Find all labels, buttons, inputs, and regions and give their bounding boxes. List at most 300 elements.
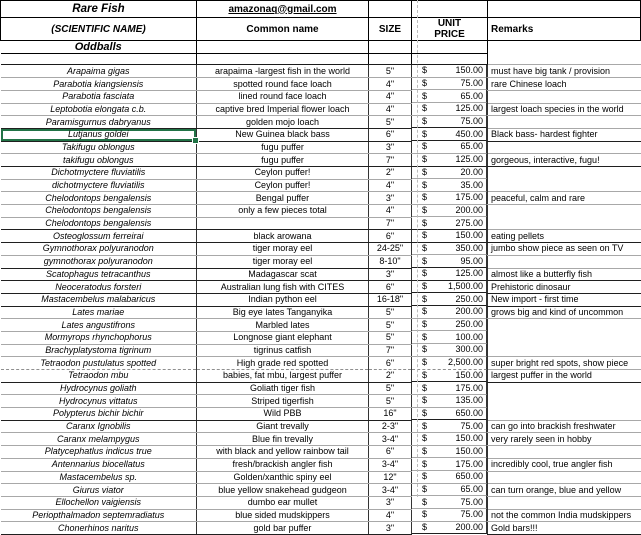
unit-price-cell[interactable]: [412, 293, 487, 306]
remarks-cell[interactable]: incredibly cool, true angler fish: [488, 458, 641, 471]
remarks-cell[interactable]: [488, 205, 641, 218]
remarks-cell[interactable]: [488, 179, 641, 192]
unit-price-cell[interactable]: [412, 408, 487, 421]
size-cell[interactable]: 5": [369, 395, 412, 408]
scientific-name-cell[interactable]: gymnothorax polyuranodon: [1, 255, 197, 268]
scientific-name-cell[interactable]: Parabotia kiangsiensis: [1, 78, 197, 91]
remarks-cell[interactable]: grows big and kind of uncommon: [488, 306, 641, 319]
scientific-name-cell[interactable]: Scatophagus tetracanthus: [1, 268, 197, 281]
currency-symbol: $: [422, 458, 428, 469]
size-cell[interactable]: 3": [369, 496, 412, 509]
unit-price-header-cell[interactable]: [412, 18, 488, 41]
empty-cell[interactable]: [488, 54, 641, 65]
scientific-name-cell[interactable]: Mormyrops rhynchophorus: [1, 331, 197, 344]
size-cell[interactable]: 5": [369, 306, 412, 319]
scientific-name-cell[interactable]: Arapaima gigas: [1, 65, 197, 78]
scientific-name-cell[interactable]: Brachyplatystoma tigrinum: [1, 344, 197, 357]
scientific-name-cell[interactable]: Parabotia fasciata: [1, 90, 197, 103]
size-cell[interactable]: 5": [369, 65, 412, 78]
remarks-cell[interactable]: must have big tank / provision: [488, 65, 641, 78]
currency-symbol: $: [422, 192, 428, 203]
size-cell[interactable]: 6": [369, 357, 412, 370]
price-amount: 75.00: [460, 496, 483, 507]
remarks-cell[interactable]: eating pellets: [488, 230, 641, 243]
remarks-cell[interactable]: Gold bars!!!: [488, 522, 641, 535]
price-amount: 65.00: [460, 141, 483, 152]
remarks-cell[interactable]: [488, 344, 641, 357]
currency-symbol: $: [422, 103, 428, 114]
unit-price-cell[interactable]: [412, 116, 487, 129]
size-cell[interactable]: 12": [369, 471, 412, 484]
email-cell[interactable]: amazonaq@gmail.com: [197, 1, 369, 18]
remarks-cell[interactable]: gorgeous, interactive, fugu!: [488, 154, 641, 167]
empty-cell[interactable]: [1, 54, 197, 65]
currency-symbol: $: [422, 230, 428, 241]
remarks-header-cell[interactable]: Remarks: [488, 18, 641, 41]
currency-symbol: $: [422, 166, 428, 177]
remarks-cell[interactable]: [488, 141, 641, 154]
scientific-name-cell[interactable]: Mastacembelus malabaricus: [1, 293, 197, 306]
common-name-cell[interactable]: blue yellow snakehead gudgeon: [197, 484, 369, 497]
common-name-cell[interactable]: captive bred Imperial flower loach: [197, 103, 369, 116]
currency-symbol: $: [422, 128, 428, 139]
currency-symbol: $: [422, 471, 428, 482]
currency-symbol: $: [422, 65, 428, 76]
remarks-cell[interactable]: [488, 395, 641, 408]
price-amount: 135.00: [455, 395, 483, 406]
unit-price-cell[interactable]: [412, 268, 487, 281]
unit-price-cell[interactable]: [412, 331, 487, 344]
unit-price-header-line2: PRICE: [434, 29, 465, 40]
common-name-cell[interactable]: arapaima -largest fish in the world: [197, 65, 369, 78]
remarks-cell[interactable]: peaceful, calm and rare: [488, 192, 641, 205]
remarks-cell[interactable]: [488, 408, 641, 421]
unit-price-cell[interactable]: [412, 357, 487, 370]
unit-price-cell[interactable]: [412, 167, 487, 180]
table-row: [1, 255, 641, 268]
empty-cell[interactable]: [197, 54, 369, 65]
remarks-cell[interactable]: very rarely seen in hobby: [488, 433, 641, 446]
currency-symbol: $: [422, 268, 428, 279]
scientific-name-cell[interactable]: Chelodontops bengalensis: [1, 192, 197, 205]
scientific-name-cell[interactable]: Tetraodon mbu: [1, 370, 197, 383]
common-name-cell[interactable]: Madagascar scat: [197, 268, 369, 281]
unit-price-cell[interactable]: [412, 496, 487, 509]
price-amount: 20.00: [460, 166, 483, 177]
price-amount: 175.00: [455, 458, 483, 469]
unit-price-cell[interactable]: [412, 217, 487, 230]
currency-symbol: $: [422, 281, 428, 292]
currency-symbol: $: [422, 154, 428, 165]
size-cell[interactable]: 6": [369, 281, 412, 294]
table-row: [1, 141, 641, 154]
common-name-cell[interactable]: Ceylon puffer!: [197, 179, 369, 192]
empty-cell[interactable]: [412, 1, 488, 18]
unit-price-cell[interactable]: [412, 154, 487, 167]
currency-symbol: $: [422, 255, 428, 266]
selected-cell[interactable]: Lutjanus goldei: [1, 128, 197, 141]
remarks-cell[interactable]: can go into brackish freshwater: [488, 420, 641, 433]
scientific-name-header-cell[interactable]: (SCIENTIFIC NAME): [1, 18, 197, 41]
common-name-cell[interactable]: gold bar puffer: [197, 522, 369, 535]
remarks-cell[interactable]: [488, 319, 641, 332]
scientific-name-cell[interactable]: Takifugu oblongus: [1, 141, 197, 154]
table-row: [1, 154, 641, 167]
unit-price-cell[interactable]: [412, 78, 487, 91]
currency-symbol: $: [422, 179, 428, 190]
price-amount: 350.00: [455, 242, 483, 253]
scientific-name-cell[interactable]: Caranx melampygus: [1, 433, 197, 446]
scientific-name-cell[interactable]: Dichotmyctere fluviatilis: [1, 167, 197, 180]
remarks-cell[interactable]: New import - first time: [488, 293, 641, 306]
common-name-cell[interactable]: Marbled lates: [197, 319, 369, 332]
remarks-cell[interactable]: [488, 471, 641, 484]
section-row: [1, 41, 641, 54]
price-amount: 125.00: [455, 268, 483, 279]
unit-price-cell[interactable]: [412, 306, 487, 319]
common-name-cell[interactable]: Longnose giant elephant: [197, 331, 369, 344]
fill-handle[interactable]: [192, 137, 199, 144]
size-cell[interactable]: 5": [369, 382, 412, 395]
scientific-name-cell[interactable]: Chelodontops bengalensis: [1, 205, 197, 218]
remarks-cell[interactable]: [488, 217, 641, 230]
scientific-name-cell[interactable]: Osteoglossum ferreirai: [1, 230, 197, 243]
table-row: [1, 306, 641, 319]
remarks-cell[interactable]: can turn orange, blue and yellow: [488, 484, 641, 497]
currency-symbol: $: [422, 484, 428, 495]
scientific-name-cell[interactable]: Neoceratodus forsteri: [1, 281, 197, 294]
scientific-name-cell[interactable]: Leptobotia elongata c.b.: [1, 103, 197, 116]
currency-symbol: $: [422, 407, 428, 418]
title-row: [1, 1, 641, 18]
common-name-cell[interactable]: lined round face loach: [197, 90, 369, 103]
size-cell[interactable]: 8-10": [369, 255, 412, 268]
common-name-cell[interactable]: Australian lung fish with CITES: [197, 281, 369, 294]
empty-cell[interactable]: [488, 1, 641, 18]
data-rows: [1, 65, 641, 535]
size-cell[interactable]: 5": [369, 116, 412, 129]
scientific-name-cell[interactable]: Polypterus bichir bichir: [1, 408, 197, 421]
table-row: [1, 509, 641, 522]
common-name-cell[interactable]: only a few pieces total: [197, 205, 369, 218]
price-amount: 75.00: [460, 116, 483, 127]
spacer-row: [1, 54, 641, 65]
size-header-cell[interactable]: SIZE: [369, 18, 412, 41]
table-row: [1, 395, 641, 408]
empty-cell[interactable]: [369, 1, 412, 18]
table-row: [1, 268, 641, 281]
unit-price-cell[interactable]: [412, 90, 487, 103]
remarks-cell[interactable]: Prehistoric dinosaur: [488, 281, 641, 294]
unit-price-cell[interactable]: [412, 458, 487, 471]
common-name-cell[interactable]: fugu puffer: [197, 141, 369, 154]
unit-price-cell[interactable]: [412, 522, 487, 535]
remarks-cell[interactable]: [488, 167, 641, 180]
size-cell[interactable]: 7": [369, 344, 412, 357]
currency-symbol: $: [422, 306, 428, 317]
common-name-cell[interactable]: New Guinea black bass: [197, 128, 369, 141]
table-row: [1, 370, 641, 383]
unit-price-cell[interactable]: [412, 382, 487, 395]
size-cell[interactable]: 3-4": [369, 458, 412, 471]
unit-price-cell[interactable]: [412, 319, 487, 332]
price-amount: 250.00: [455, 319, 483, 330]
size-cell[interactable]: 2-3": [369, 420, 412, 433]
common-name-cell[interactable]: Goliath tiger fish: [197, 382, 369, 395]
size-cell[interactable]: 7": [369, 217, 412, 230]
size-cell[interactable]: 5": [369, 331, 412, 344]
price-amount: 95.00: [460, 255, 483, 266]
sheet-title-cell[interactable]: Rare Fish: [1, 1, 197, 18]
table-row: [1, 522, 641, 535]
unit-price-cell[interactable]: [412, 281, 487, 294]
unit-price-cell[interactable]: [412, 395, 487, 408]
common-name-cell[interactable]: Ceylon puffer!: [197, 167, 369, 180]
remarks-cell[interactable]: not the common India mudskippers: [488, 509, 641, 522]
empty-cell[interactable]: [197, 41, 369, 54]
unit-price-cell[interactable]: [412, 103, 487, 116]
currency-symbol: $: [422, 369, 428, 380]
remarks-cell[interactable]: jumbo show piece as seen on TV: [488, 243, 641, 256]
unit-price-cell[interactable]: [412, 141, 487, 154]
unit-price-cell[interactable]: [412, 230, 487, 243]
unit-price-cell[interactable]: [412, 433, 487, 446]
empty-cell[interactable]: [412, 41, 488, 54]
currency-symbol: $: [422, 357, 428, 368]
price-amount: 65.00: [460, 90, 483, 101]
table-row: [1, 243, 641, 256]
empty-cell[interactable]: [412, 54, 488, 65]
price-amount: 300.00: [455, 344, 483, 355]
common-name-cell[interactable]: Indian python eel: [197, 293, 369, 306]
remarks-cell[interactable]: super bright red spots, show piece: [488, 357, 641, 370]
price-amount: 100.00: [455, 331, 483, 342]
currency-symbol: $: [422, 331, 428, 342]
size-cell[interactable]: 7": [369, 154, 412, 167]
common-name-cell[interactable]: golden mojo loach: [197, 116, 369, 129]
size-cell[interactable]: 6": [369, 128, 412, 141]
size-cell[interactable]: 4": [369, 78, 412, 91]
scientific-name-cell[interactable]: Caranx Ignobilis: [1, 420, 197, 433]
scientific-name-cell[interactable]: takifugu oblongus: [1, 154, 197, 167]
table-row: [1, 293, 641, 306]
size-cell[interactable]: 5": [369, 319, 412, 332]
size-cell[interactable]: 4": [369, 509, 412, 522]
table-row: [1, 331, 641, 344]
currency-symbol: $: [422, 420, 428, 431]
unit-price-cell[interactable]: [412, 243, 487, 256]
currency-symbol: $: [422, 382, 428, 393]
size-cell[interactable]: 4": [369, 205, 412, 218]
remarks-cell[interactable]: [488, 255, 641, 268]
price-amount: 150.00: [455, 65, 483, 76]
currency-symbol: $: [422, 395, 428, 406]
unit-price-cell[interactable]: [412, 471, 487, 484]
remarks-cell[interactable]: [488, 382, 641, 395]
size-cell[interactable]: 3": [369, 141, 412, 154]
scientific-name-cell[interactable]: Periopthalmadon septemradiatus: [1, 509, 197, 522]
scientific-name-cell[interactable]: Lates mariae: [1, 306, 197, 319]
table-row: [1, 496, 641, 509]
size-cell[interactable]: 4": [369, 90, 412, 103]
scientific-name-cell[interactable]: Hydrocynus vittatus: [1, 395, 197, 408]
common-name-cell[interactable]: babies, fat mbu, largest puffer: [197, 370, 369, 383]
scientific-name-cell[interactable]: Ellochellon vaigiensis: [1, 496, 197, 509]
price-amount: 650.00: [455, 471, 483, 482]
unit-price-cell[interactable]: [412, 179, 487, 192]
remarks-cell[interactable]: [488, 90, 641, 103]
remarks-cell[interactable]: [488, 116, 641, 129]
size-cell[interactable]: 2": [369, 167, 412, 180]
price-amount: 275.00: [455, 217, 483, 228]
remarks-cell[interactable]: [488, 446, 641, 459]
size-cell[interactable]: 16": [369, 408, 412, 421]
table-row: [1, 319, 641, 332]
currency-symbol: $: [422, 78, 428, 89]
table-row: [1, 458, 641, 471]
unit-price-cell[interactable]: [412, 192, 487, 205]
scientific-name-cell[interactable]: Gymnothorax polyuranodon: [1, 243, 197, 256]
column-header-row: [1, 18, 641, 41]
size-cell[interactable]: 3-4": [369, 433, 412, 446]
remarks-cell[interactable]: largest puffer in the world: [488, 370, 641, 383]
size-cell[interactable]: 24-25": [369, 243, 412, 256]
table-row: [1, 128, 641, 141]
common-name-cell[interactable]: Blue fin trevally: [197, 433, 369, 446]
currency-symbol: $: [422, 293, 428, 304]
remarks-cell[interactable]: Black bass- hardest fighter: [488, 128, 641, 141]
price-amount: 150.00: [455, 230, 483, 241]
common-name-cell[interactable]: black arowana: [197, 230, 369, 243]
scientific-name-cell[interactable]: Platycephatlus indicus true: [1, 446, 197, 459]
scientific-name-cell[interactable]: Mastacembelus sp.: [1, 471, 197, 484]
scientific-name-cell[interactable]: Antennarius biocellatus: [1, 458, 197, 471]
scientific-name-cell[interactable]: Chelodontops bengalensis: [1, 217, 197, 230]
common-name-cell[interactable]: dumbo ear mullet: [197, 496, 369, 509]
size-cell[interactable]: 4": [369, 103, 412, 116]
unit-price-cell[interactable]: [412, 446, 487, 459]
currency-symbol: $: [422, 319, 428, 330]
unit-price-cell[interactable]: [412, 65, 487, 78]
common-name-cell[interactable]: tigrinus catfish: [197, 344, 369, 357]
unit-price-cell[interactable]: [412, 370, 487, 383]
table-row: [1, 420, 641, 433]
currency-symbol: $: [422, 509, 428, 520]
scientific-name-cell[interactable]: Lates angustifrons: [1, 319, 197, 332]
price-amount: 65.00: [460, 484, 483, 495]
common-name-cell[interactable]: tiger moray eel: [197, 255, 369, 268]
price-amount: 1,500.00: [447, 281, 483, 292]
remarks-cell[interactable]: almost like a butterfly fish: [488, 268, 641, 281]
common-name-cell[interactable]: tiger moray eel: [197, 243, 369, 256]
scientific-name-cell[interactable]: Chonerhinos naritus: [1, 522, 197, 535]
size-cell[interactable]: 4": [369, 179, 412, 192]
table-row: [1, 167, 641, 180]
table-row: [1, 205, 641, 218]
table-row: [1, 344, 641, 357]
price-amount: 125.00: [455, 154, 483, 165]
price-amount: 125.00: [455, 103, 483, 114]
size-cell[interactable]: 3": [369, 268, 412, 281]
scientific-name-cell[interactable]: Tetraodon pustulatus spotted: [1, 357, 197, 370]
scientific-name-cell[interactable]: Hydrocynus goliath: [1, 382, 197, 395]
unit-price-cell[interactable]: [412, 344, 487, 357]
common-name-cell[interactable]: Big eye lates Tanganyika: [197, 306, 369, 319]
remarks-cell[interactable]: largest loach species in the world: [488, 103, 641, 116]
size-cell[interactable]: 6": [369, 446, 412, 459]
size-cell[interactable]: 16-18": [369, 293, 412, 306]
size-cell[interactable]: 3": [369, 192, 412, 205]
unit-price-cell[interactable]: [412, 484, 487, 497]
price-amount: 150.00: [455, 445, 483, 456]
common-name-cell[interactable]: spotted round face loach: [197, 78, 369, 91]
currency-symbol: $: [422, 217, 428, 228]
common-name-cell[interactable]: blue sided mudskippers: [197, 509, 369, 522]
currency-symbol: $: [422, 242, 428, 253]
table-row: [1, 116, 641, 129]
scientific-name-cell[interactable]: Giurus viator: [1, 484, 197, 497]
price-amount: 150.00: [455, 433, 483, 444]
common-name-cell[interactable]: [197, 217, 369, 230]
unit-price-cell[interactable]: [412, 420, 487, 433]
table-row: [1, 408, 641, 421]
table-row: [1, 471, 641, 484]
unit-price-cell[interactable]: [412, 255, 487, 268]
unit-price-cell[interactable]: [412, 509, 487, 522]
unit-price-cell[interactable]: [412, 128, 487, 141]
remarks-cell[interactable]: [488, 496, 641, 509]
common-name-cell[interactable]: High grade red spotted: [197, 357, 369, 370]
size-cell[interactable]: 3-4": [369, 484, 412, 497]
common-name-cell[interactable]: fugu puffer: [197, 154, 369, 167]
scientific-name-cell[interactable]: dichotmyctere fluviatilis: [1, 179, 197, 192]
price-amount: 200.00: [455, 522, 483, 533]
currency-symbol: $: [422, 204, 428, 215]
common-name-header-cell[interactable]: Common name: [197, 18, 369, 41]
common-name-cell[interactable]: Giant trevally: [197, 420, 369, 433]
price-amount: 200.00: [455, 204, 483, 215]
empty-cell[interactable]: [369, 54, 412, 65]
price-amount: 150.00: [455, 369, 483, 380]
remarks-cell[interactable]: [488, 331, 641, 344]
empty-cell[interactable]: [369, 41, 412, 54]
empty-cell[interactable]: [488, 41, 641, 54]
table-row: [1, 179, 641, 192]
price-amount: 35.00: [460, 179, 483, 190]
price-amount: 200.00: [455, 306, 483, 317]
common-name-cell[interactable]: Wild PBB: [197, 408, 369, 421]
size-cell[interactable]: 2": [369, 370, 412, 383]
common-name-cell[interactable]: Striped tigerfish: [197, 395, 369, 408]
common-name-cell[interactable]: Bengal puffer: [197, 192, 369, 205]
price-amount: 75.00: [460, 78, 483, 89]
unit-price-cell[interactable]: [412, 205, 487, 218]
scientific-name-cell[interactable]: Paramisgurnus dabryanus: [1, 116, 197, 129]
table-row: [1, 357, 641, 370]
common-name-cell[interactable]: with black and yellow rainbow tail: [197, 446, 369, 459]
size-cell[interactable]: 6": [369, 230, 412, 243]
table-row: [1, 103, 641, 116]
table-row: [1, 78, 641, 91]
table-row: [1, 433, 641, 446]
common-name-cell[interactable]: Golden/xanthic spiny eel: [197, 471, 369, 484]
table-row: [1, 230, 641, 243]
size-cell[interactable]: 3": [369, 522, 412, 535]
price-amount: 75.00: [460, 420, 483, 431]
remarks-cell[interactable]: rare Chinese loach: [488, 78, 641, 91]
common-name-cell[interactable]: fresh/brackish angler fish: [197, 458, 369, 471]
section-title-cell[interactable]: Oddballs: [1, 41, 197, 54]
